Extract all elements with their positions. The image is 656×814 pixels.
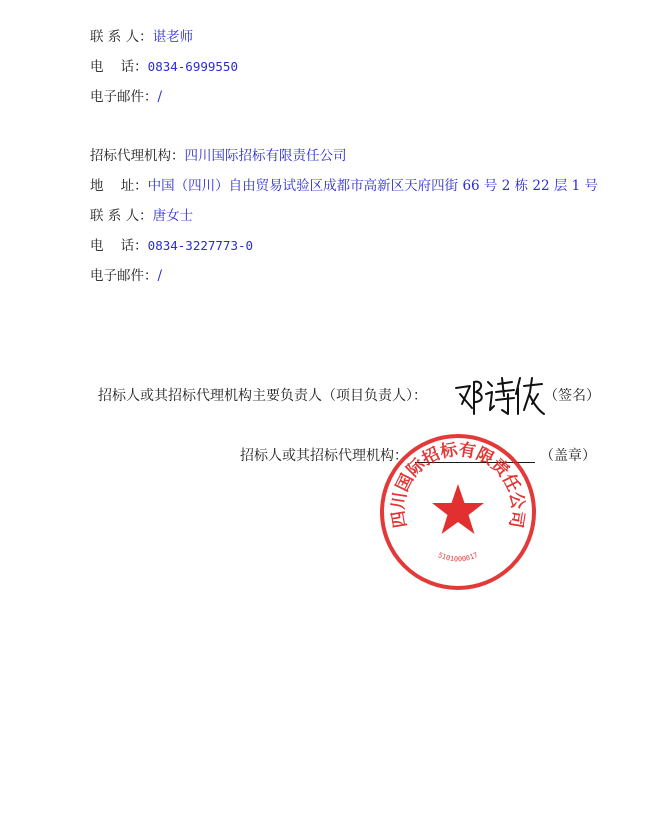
contact-person-value: 谌老师	[152, 29, 194, 45]
seal-code: 5101000017	[436, 551, 480, 564]
agency-name-value: 四川国际招标有限责任公司	[184, 148, 347, 164]
signature-line-text: 招标人或其招标代理机构主要负责人（项目负责人）：	[98, 388, 427, 404]
company-seal	[378, 432, 538, 592]
agency-name-row	[90, 147, 347, 165]
agency-email-row	[90, 267, 162, 285]
agency-person-row	[90, 207, 193, 225]
email-value: /	[157, 89, 163, 105]
stamp-suffix: （盖章）	[540, 448, 596, 464]
phone-row	[90, 58, 238, 76]
contact-person-row	[90, 28, 193, 46]
agency-phone-value: 0834-3227773-0	[147, 238, 254, 253]
handwritten-signature	[450, 370, 546, 422]
agency-phone-row	[90, 237, 253, 255]
agency-person-label: 联 系 人：	[90, 208, 153, 224]
phone-label: 电 话：	[90, 59, 148, 75]
stamp-line-text: 招标人或其招标代理机构：	[240, 448, 408, 464]
email-label: 电子邮件：	[90, 89, 158, 105]
agency-address-value: 中国（四川）自由贸易试验区成都市高新区天府四街 66 号 2 栋 22 层 1 号	[147, 178, 599, 194]
agency-email-value: /	[157, 268, 163, 284]
agency-address-label: 地 址：	[90, 178, 148, 194]
phone-value: 0834-6999550	[147, 59, 238, 74]
contact-person-label: 联 系 人：	[90, 29, 153, 45]
seal-company-name: 四川国际招标有限责任公司	[388, 439, 528, 530]
seal-star-icon	[432, 484, 484, 534]
agency-phone-label: 电 话：	[90, 238, 148, 254]
agency-person-value: 唐女士	[152, 208, 194, 224]
agency-address-row	[90, 177, 598, 195]
agency-email-label: 电子邮件：	[90, 268, 158, 284]
agency-name-label: 招标代理机构：	[90, 148, 185, 164]
signature-suffix: （签名）	[544, 388, 600, 404]
email-row	[90, 88, 162, 106]
